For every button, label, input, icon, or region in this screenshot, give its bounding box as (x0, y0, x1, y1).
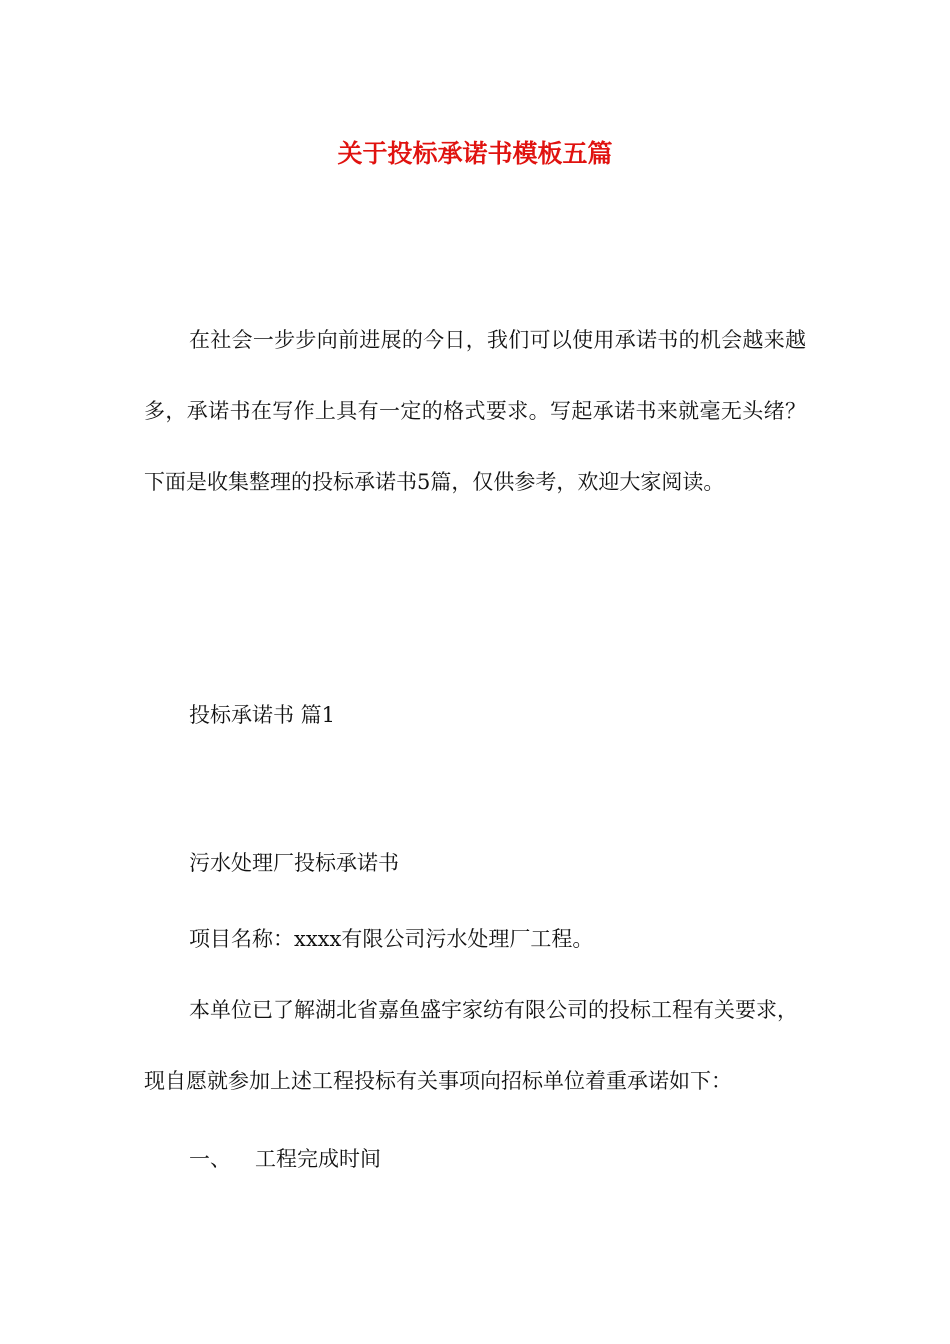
section-heading: 投标承诺书 篇1 (189, 703, 336, 727)
list-item-1-text: 工程完成时间 (255, 1147, 381, 1171)
list-item-1-number: 一、 (189, 1147, 231, 1171)
letter-title: 污水处理厂投标承诺书 (189, 851, 399, 875)
document-title: 关于投标承诺书模板五篇 (337, 139, 613, 168)
commitment-paragraph: 本单位已了解湖北省嘉鱼盛宇家纺有限公司的投标工程有关要求，现自愿就参加上述工程投标有关事项向招标单位着重承诺如下： (144, 998, 798, 1093)
project-name-line: 项目名称：xxxx有限公司污水处理厂工程。 (189, 927, 594, 951)
intro-paragraph: 在社会一步步向前进展的今日，我们可以使用承诺书的机会越来越多，承诺书在写作上具有一定的格式要求。写起承诺书来就毫无头绪？下面是收集整理的投标承诺书5篇，仅供参考，欢迎大家阅读。 (144, 328, 806, 494)
list-item-1 (189, 1144, 381, 1174)
